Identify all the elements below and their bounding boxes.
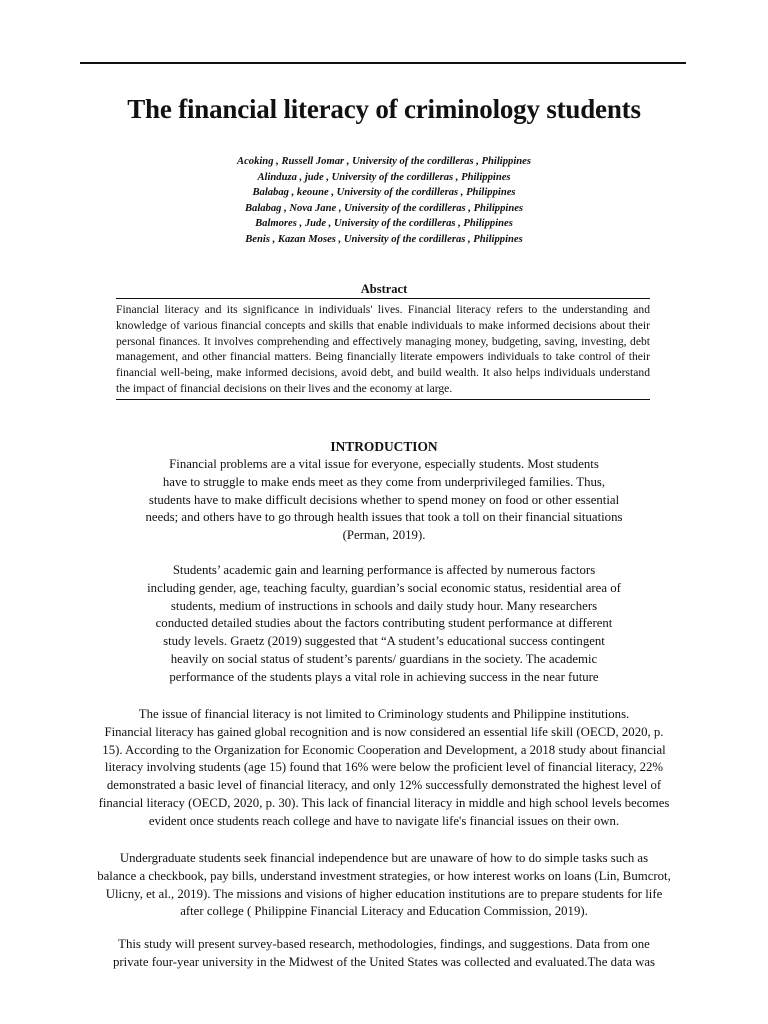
text-line: 15). According to the Organization for Economic Cooperation and Development, a 2018 study about financial <box>102 742 666 757</box>
paragraph-4 <box>0 850 768 921</box>
text-line: after college ( Philippine Financial Literacy and Education Commission, 2019). <box>180 904 588 919</box>
text-line: heavily on social status of student’s parents/ guardians in the society. The academic <box>170 651 598 666</box>
text-line: study levels. Graetz (2019) suggested that “A student’s educational success contingent <box>163 634 605 649</box>
text-line: Financial problems are a vital issue for everyone, especially students. Most students <box>169 457 599 471</box>
author-line: Benis , Kazan Moses , University of the cordilleras , Philippines <box>245 233 523 245</box>
paragraph-3 <box>0 706 768 831</box>
introduction-heading: INTRODUCTION <box>330 439 438 454</box>
text-line: Undergraduate students seek financial independence but are unaware of how to do simple tasks such as <box>119 851 649 865</box>
abstract-heading: Abstract <box>360 282 408 296</box>
text-line: evident once students reach college and have to navigate life's financial issues on their own. <box>148 813 620 828</box>
top-rule <box>80 62 686 64</box>
text-line: have to struggle to make ends meet as they come from underprivileged families. Thus, <box>162 474 606 489</box>
text-line: financial literacy (OECD, 2020, p. 30). This lack of financial literacy in middle and high school levels becomes <box>98 795 670 810</box>
text-line: literacy involving students (age 15) found that 16% were below the proficient level of financial literacy, 22% <box>104 760 664 775</box>
text-line: Financial literacy has gained global recognition and is now considered an essential life skill (OECD, 2020, p. <box>104 724 664 739</box>
text-line: private four-year university in the Midwest of the United States was collected and evaluated.The data was <box>112 954 655 969</box>
author-line: Balmores , Jude , University of the cordilleras , Philippines <box>255 218 513 230</box>
text-line: balance a checkbook, pay bills, understand investment strategies, or how interest works on loans (Lin, Bumcrot, <box>97 868 671 883</box>
author-line: Acoking , Russell Jomar , University of the cordilleras , Philippines <box>237 156 531 167</box>
author-line: Balabag , keoune , University of the cordilleras , Philippines <box>252 187 516 199</box>
paragraph-2 <box>0 562 768 687</box>
text-line: students have to make difficult decisions whether to spend money on food or other essential <box>148 492 620 507</box>
paper-title: The financial literacy of criminology students <box>127 94 641 124</box>
text-line: Students’ academic gain and learning performance is affected by numerous factors <box>172 563 596 577</box>
text-line: needs; and others have to go through health issues that took a toll on their financial situations <box>145 510 623 525</box>
text-line: students, medium of instructions in schools and daily study hour. Many researchers <box>170 598 598 613</box>
text-line: demonstrated a basic level of financial literacy, and only 12% successfully demonstrated the highest level of <box>106 778 662 793</box>
text-line: conducted detailed studies about the factors contributing student performance at different <box>155 616 613 631</box>
paragraph-1 <box>0 456 768 545</box>
text-line: performance of the students plays a vital role in achieving success in the near future <box>169 669 599 684</box>
paragraph-5 <box>0 936 768 972</box>
text-line: Ulicny, et al., 2019). The missions and visions of higher education institutions are to prepare students for life <box>105 886 663 901</box>
abstract-text: Financial literacy and its significance in individuals' lives. Financial literacy refers to the understanding and knowledge of various financial concepts and skills that enable individuals to make informed decisions about their personal finances. It involves comprehending and effectively managing money, budgeting, saving, investing, debt management, and other financial matters. Being financially literate empowers individuals to take control of their financial well-being, make informed decisions, avoid debt, and build wealth. It also helps individuals understand the impact of financial decisions on their lives and the economy at large. <box>116 298 650 400</box>
author-line: Balabag , Nova Jane , University of the cordilleras , Philippines <box>244 202 524 214</box>
text-line: (Perman, 2019). <box>342 528 426 543</box>
text-line: The issue of financial literacy is not limited to Criminology students and Philippine institutions. <box>138 707 630 721</box>
author-line: Alinduza , jude , University of the cordilleras , Philippines <box>257 171 511 183</box>
author-list <box>0 154 768 248</box>
text-line: This study will present survey-based research, methodologies, findings, and suggestions. Data from one <box>118 937 650 951</box>
text-line: including gender, age, teaching faculty, guardian’s social economic status, residential area of <box>147 580 621 595</box>
